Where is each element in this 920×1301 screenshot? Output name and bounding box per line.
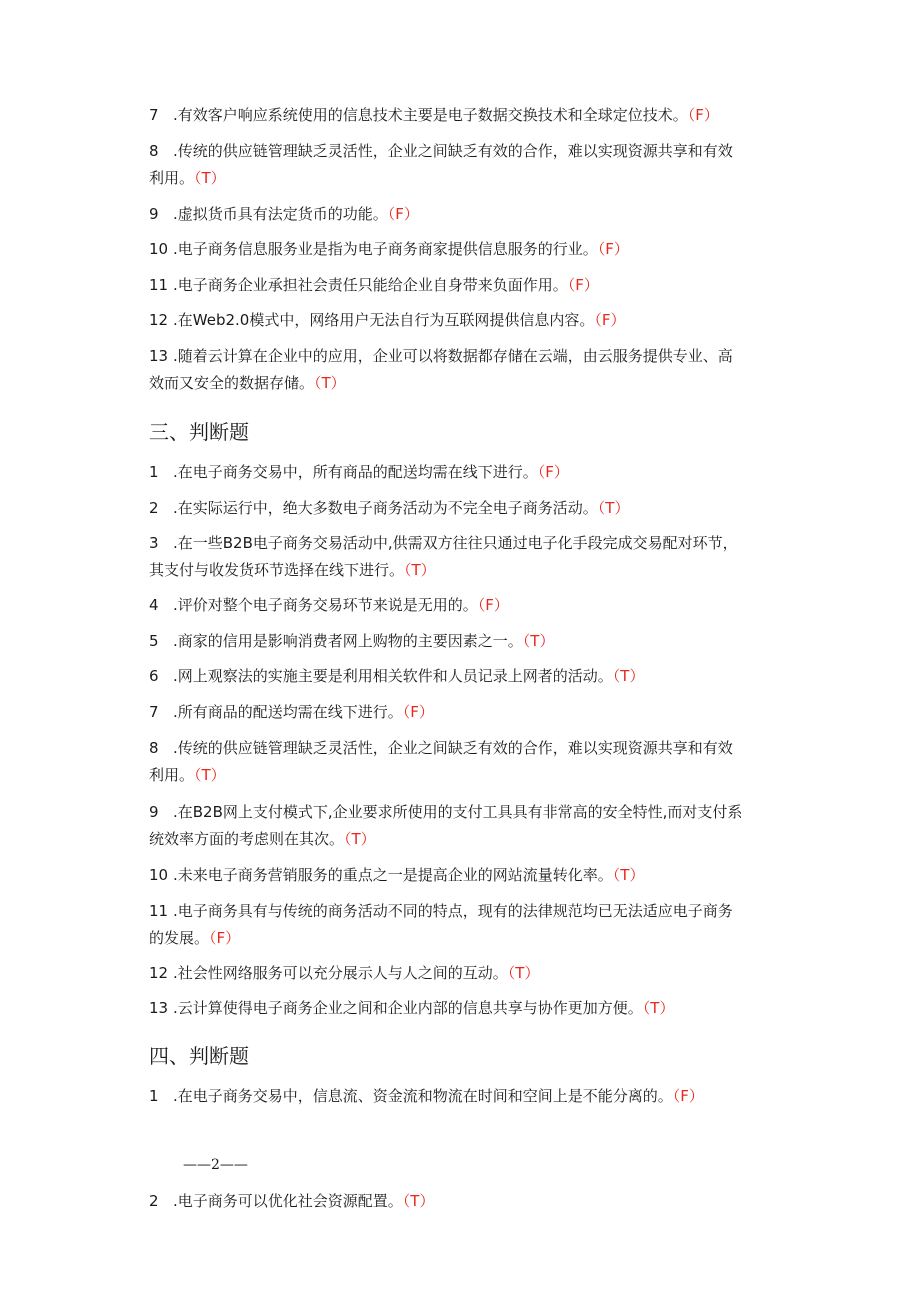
s3-q7: 7 .所有商品的配送均需在线下进行。（F） (149, 703, 434, 721)
s3-q11-cont: 的发展。（F） (149, 929, 241, 947)
s3-q11: 11 .电子商务具有与传统的商务活动不同的特点，现有的法律规范均已无法适应电子商务 (149, 902, 733, 920)
s3-q3: 3 .在一些B2B电子商务交易活动中,供需双方往往只通过电子化手段完成交易配对环节， (149, 534, 738, 552)
s3-q8-cont: 利用。（T） (149, 766, 226, 784)
s4-q2: 2 .电子商务可以优化社会资源配置。（T） (149, 1192, 435, 1210)
s3-q9: 9 .在B2B网上支付模式下,企业要求所使用的支付工具具有非常高的安全特性,而对支付系 (149, 803, 743, 821)
section4-heading: 四、判断题 (149, 1044, 249, 1068)
s1-q13-cont: 效而又安全的数据存储。（T） (149, 374, 346, 392)
page-number: ——2—— (183, 1157, 248, 1173)
s1-q8-cont: 利用。（T） (149, 169, 226, 187)
s1-q8: 8 .传统的供应链管理缺乏灵活性，企业之间缺乏有效的合作，难以实现资源共享和有效 (149, 142, 733, 160)
s3-q6: 6 .网上观察法的实施主要是利用相关软件和人员记录上网者的活动。（T） (149, 667, 645, 685)
s3-q1: 1 .在电子商务交易中，所有商品的配送均需在线下进行。（F） (149, 463, 569, 481)
s1-q9: 9 .虚拟货币具有法定货币的功能。（F） (149, 205, 419, 223)
s1-q7: 7 .有效客户响应系统使用的信息技术主要是电子数据交换技术和全球定位技术。（F） (149, 106, 719, 124)
s3-q9-cont: 统效率方面的考虑则在其次。（T） (149, 830, 376, 848)
s3-q12: 12 .社会性网络服务可以充分展示人与人之间的互动。（T） (149, 964, 540, 982)
s1-q11: 11 .电子商务企业承担社会责任只能给企业自身带来负面作用。（F） (149, 276, 599, 294)
s3-q8: 8 .传统的供应链管理缺乏灵活性，企业之间缺乏有效的合作，难以实现资源共享和有效 (149, 739, 733, 757)
s3-q5: 5 .商家的信用是影响消费者网上购物的主要因素之一。（T） (149, 632, 555, 650)
s3-q10: 10 .未来电子商务营销服务的重点之一是提高企业的网站流量转化率。（T） (149, 866, 645, 884)
s3-q13: 13 .云计算使得电子商务企业之间和企业内部的信息共享与协作更加方便。（T） (149, 999, 675, 1017)
s3-q3-cont: 其支付与收发货环节选择在线下进行。（T） (149, 561, 436, 579)
s1-q12: 12 .在Web2.0模式中，网络用户无法自行为互联网提供信息内容。（F） (149, 311, 626, 329)
s3-q4: 4 .评价对整个电子商务交易环节来说是无用的。（F） (149, 596, 509, 614)
section3-heading: 三、判断题 (149, 420, 249, 444)
s4-q1: 1 .在电子商务交易中，信息流、资金流和物流在时间和空间上是不能分离的。（F） (149, 1087, 704, 1105)
s1-q10: 10 .电子商务信息服务业是指为电子商务商家提供信息服务的行业。（F） (149, 240, 629, 258)
s3-q2: 2 .在实际运行中，绝大多数电子商务活动为不完全电子商务活动。（T） (149, 499, 630, 517)
s1-q13: 13 .随着云计算在企业中的应用，企业可以将数据都存储在云端，由云服务提供专业、高 (149, 347, 733, 365)
